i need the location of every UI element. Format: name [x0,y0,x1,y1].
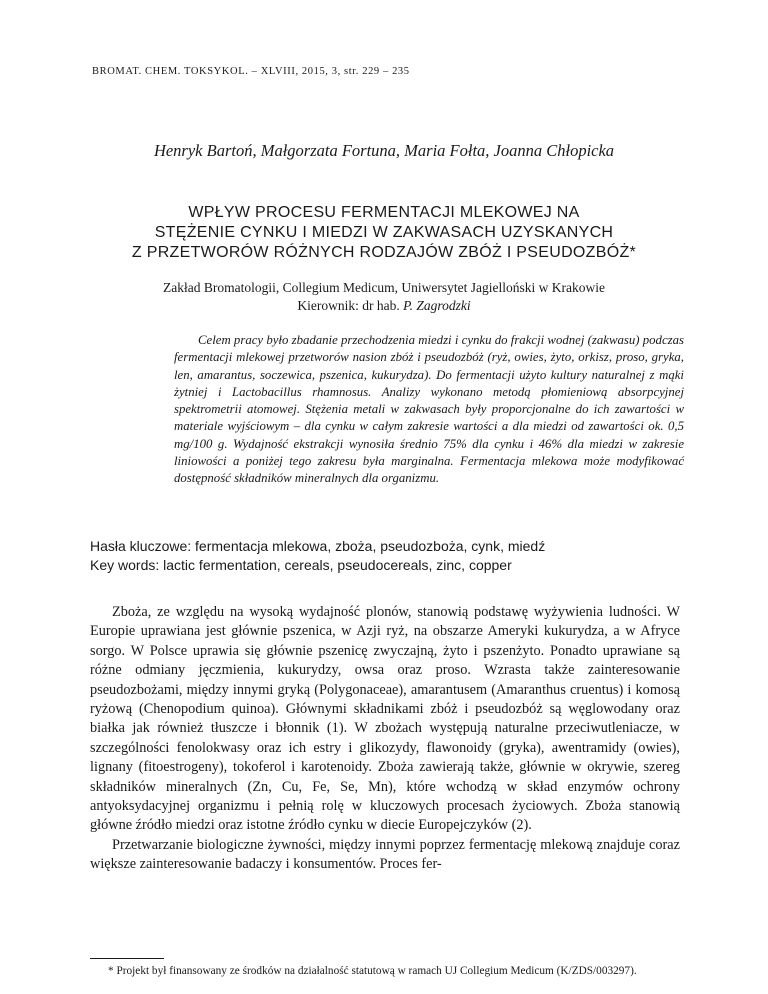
journal-header: BROMAT. CHEM. TOKSYKOL. – XLVIII, 2015, 3, str. 229 – 235 [92,66,410,77]
keywords [90,537,690,575]
article-title [60,203,708,263]
footnote: * Projekt był finansowany ze środków na działalność statutową w ramach UJ Collegium Medicum (K/ZDS/003297). [108,965,637,977]
author-list: Henryk Bartoń, Małgorzata Fortuna, Maria Fołta, Joanna Chłopicka [153,141,615,160]
footnote-divider [90,958,164,959]
title-line-2: STĘŻENIE CYNKU I MIEDZI W ZAKWASACH UZYSKANYCH [154,224,614,241]
keywords-english: Key words: lactic fermentation, cereals, pseudocereals, zinc, copper [90,557,512,573]
body-paragraph-1: Zboża, ze względu na wysoką wydajność plonów, stanowią podstawę wyżywienia ludności. W Europie uprawiana jest głównie pszenica, w Azji ryż, na obszarze Ameryki kukurydza, a w Afryce sorgo. W Polsce uprawia się głównie pszenicę zwyczajną, żyto i pszenżyto. Ponadto uprawiane są różne odmiany jęczmienia, kukurydzy, owsa oraz proso. Wzrasta także zainteresowanie pseudozbożami, między innymi gryką (Polygonaceae), amarantusem (Amaranthus cruentus) i komosą ryżową (Chenopodium quinoa). Głównymi składnikami zbóż i pseudozbóż są węglowodany oraz białka jak również tłuszcze i błonnik (1). W zbożach występują naturalne przeciwutleniacze, w szczególności fenolokwasy oraz ich estry i glikozydy, flawonoidy (gryka), awentramidy (owies), lignany (fitoestrogeny), tokoferol i karotenoidy. Zboża zawierają także, głównie w okrywie, szereg składników mineralnych (Zn, Cu, Fe, Se, Mn), które wchodzą w skład enzymów ochrony antyoksydacyjnej organizmu i pełnią rolę w kluczowych procesach życiowych. Zboża stanowią główne źródło miedzi oraz istotne źródło cynku w diecie Europejczyków (2). [90,604,680,834]
body-paragraph-2: Przetwarzanie biologiczne żywności, między innymi poprzez fermentację mlekową znajduje coraz większe zainteresowanie badaczy i konsumentów. Proces fer- [90,836,680,873]
title-line-1: WPŁYW PROCESU FERMENTACJI MLEKOWEJ NA [188,204,580,221]
abstract: Celem pracy było zbadanie przechodzenia miedzi i cynku do frakcji wodnej (zakwasu) podczas fermentacji mlekowej przetworów nasion zbóż i pseudozbóż (ryż, owies, żyto, orkisz, proso, gryka, len, amarantus, soczewica, pszenica, kukurydza). Do fermentacji użyto kultury naturalnej z mąki żytniej i Lactobacillus rhamnosus. Analizy wykonano metodą płomieniową absorpcyjnej spektrometrii atomowej. Stężenia metali w zakwasach były proporcjonalne do ich zawartości w materiale wyjściowym – dla cynku w całym zakresie wartości a dla miedzi od zawartości ok. 0,5 mg/100 g. Wydajność ekstrakcji wynosiła średnio 75% dla cynku i 46% dla miedzi w zakresie liniowości a poniżej tego zakresu była marginalna. Fermentacja mlekowa może modyfikować dostępność składników mineralnych dla organizmu. [174,333,684,486]
title-line-3: Z PRZETWORÓW RÓŻNYCH RODZAJÓW ZBÓŻ I PSEUDOZBÓŻ* [131,244,637,261]
affiliation-head [60,297,708,315]
affiliation-head-name: P. Zagrodzki [403,298,471,313]
affiliation-head-prefix: Kierownik: dr hab. [297,298,404,313]
affiliation-institution: Zakład Bromatologii, Collegium Medicum, Uniwersytet Jagielloński w Krakowie [162,280,606,295]
article-body [90,603,680,875]
keywords-polish: Hasła kluczowe: fermentacja mlekowa, zboża, pseudozboża, cynk, miedź [90,538,546,554]
affiliation [60,279,708,315]
